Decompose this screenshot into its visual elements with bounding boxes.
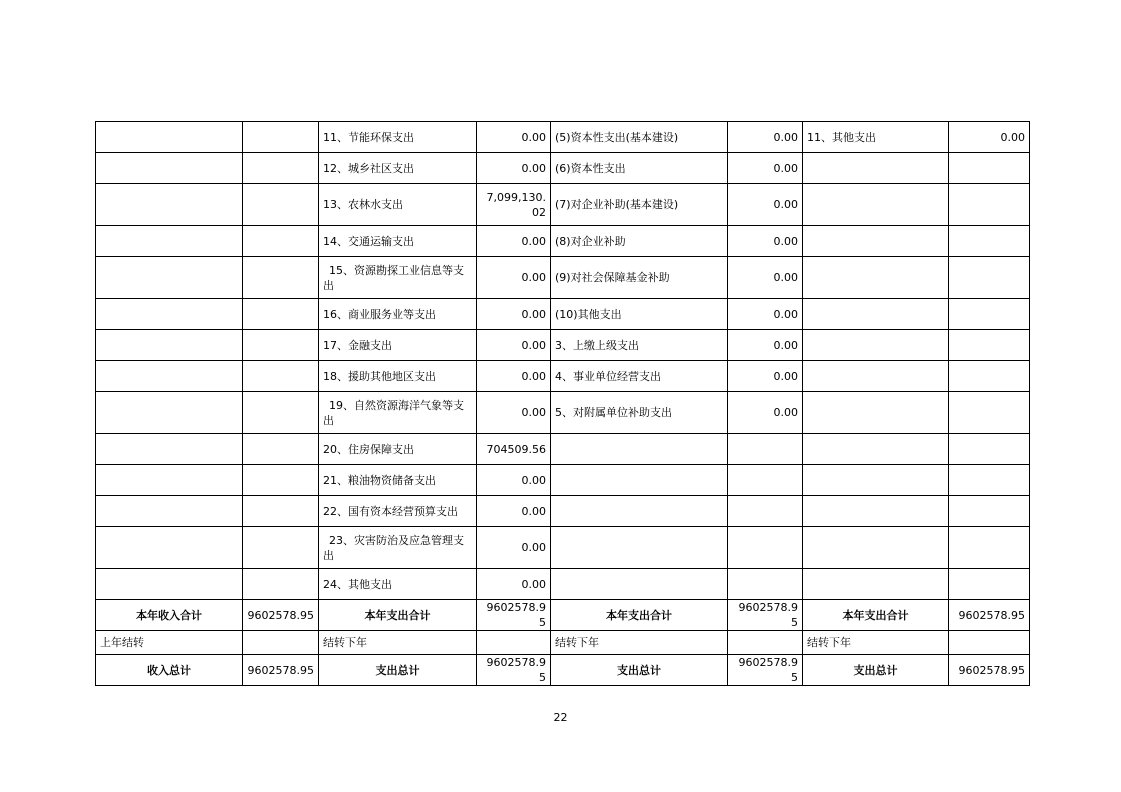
expense-total-value: 9602578.95 [477, 600, 551, 631]
cell-econ-amount: 0.00 [728, 330, 803, 361]
cell-expense-amount: 0.00 [477, 496, 551, 527]
cell-other-amount [949, 330, 1030, 361]
cell-other-amount [949, 527, 1030, 569]
cell-expense-item: 23、灾害防治及应急管理支出 [319, 527, 477, 569]
cell-econ-item [551, 527, 728, 569]
cell-income-item [96, 434, 243, 465]
cell-econ-amount [728, 569, 803, 600]
table-row [96, 330, 1030, 361]
cell-income-amount [243, 465, 319, 496]
cell-income-amount [243, 361, 319, 392]
cell-expense-amount: 0.00 [477, 527, 551, 569]
table-row [96, 257, 1030, 299]
cell-income-amount [243, 184, 319, 226]
cell-econ-amount: 0.00 [728, 153, 803, 184]
expense-total-label: 本年支出合计 [551, 600, 728, 631]
cell-econ-item: 3、上缴上级支出 [551, 330, 728, 361]
cell-expense-item: 22、国有资本经营预算支出 [319, 496, 477, 527]
next-year-carryover-label: 结转下年 [319, 631, 477, 655]
cell-other-item [803, 569, 949, 600]
cell-other-item [803, 434, 949, 465]
cell-econ-item: (5)资本性支出(基本建设) [551, 122, 728, 153]
cell-income-amount [243, 153, 319, 184]
cell-econ-amount: 0.00 [728, 361, 803, 392]
table-row [96, 361, 1030, 392]
cell-expense-amount: 0.00 [477, 569, 551, 600]
next-year-carryover-value [728, 631, 803, 655]
cell-expense-item: 14、交通运输支出 [319, 226, 477, 257]
cell-income-item [96, 392, 243, 434]
cell-other-amount [949, 465, 1030, 496]
cell-income-item [96, 257, 243, 299]
cell-expense-item: 24、其他支出 [319, 569, 477, 600]
expense-grand-total-value: 9602578.95 [728, 655, 803, 686]
cell-income-amount [243, 257, 319, 299]
cell-income-item [96, 569, 243, 600]
cell-econ-item [551, 569, 728, 600]
cell-income-item [96, 465, 243, 496]
cell-econ-amount: 0.00 [728, 257, 803, 299]
table-row [96, 434, 1030, 465]
cell-expense-amount: 0.00 [477, 122, 551, 153]
cell-expense-amount: 0.00 [477, 465, 551, 496]
grand-total-row [96, 655, 1030, 686]
cell-income-amount [243, 226, 319, 257]
cell-other-amount [949, 361, 1030, 392]
expense-grand-total-label: 支出总计 [551, 655, 728, 686]
cell-econ-amount: 0.00 [728, 184, 803, 226]
cell-expense-item: 21、粮油物资储备支出 [319, 465, 477, 496]
cell-other-amount [949, 299, 1030, 330]
cell-income-amount [243, 299, 319, 330]
cell-expense-amount: 704509.56 [477, 434, 551, 465]
cell-expense-amount: 0.00 [477, 257, 551, 299]
cell-expense-item: 13、农林水支出 [319, 184, 477, 226]
cell-econ-amount [728, 527, 803, 569]
carryover-row [96, 631, 1030, 655]
cell-econ-amount: 0.00 [728, 299, 803, 330]
cell-other-amount [949, 496, 1030, 527]
cell-econ-amount [728, 465, 803, 496]
cell-econ-item: (8)对企业补助 [551, 226, 728, 257]
cell-other-item [803, 527, 949, 569]
cell-expense-amount: 0.00 [477, 392, 551, 434]
income-grand-total-value: 9602578.95 [243, 655, 319, 686]
next-year-carryover-label: 结转下年 [551, 631, 728, 655]
cell-income-item [96, 330, 243, 361]
income-total-label: 本年收入合计 [96, 600, 243, 631]
cell-income-item [96, 153, 243, 184]
cell-income-amount [243, 569, 319, 600]
cell-other-amount [949, 226, 1030, 257]
cell-econ-item: 5、对附属单位补助支出 [551, 392, 728, 434]
cell-expense-amount: 0.00 [477, 226, 551, 257]
cell-econ-amount: 0.00 [728, 122, 803, 153]
cell-econ-item: 4、事业单位经营支出 [551, 361, 728, 392]
expense-total-value: 9602578.95 [949, 600, 1030, 631]
cell-income-amount [243, 434, 319, 465]
cell-expense-item: 11、节能环保支出 [319, 122, 477, 153]
budget-table [95, 121, 1030, 686]
income-total-value: 9602578.95 [243, 600, 319, 631]
cell-other-amount [949, 184, 1030, 226]
cell-expense-amount: 0.00 [477, 153, 551, 184]
cell-other-item [803, 361, 949, 392]
next-year-carryover-label: 结转下年 [803, 631, 949, 655]
table-row [96, 153, 1030, 184]
table-row [96, 226, 1030, 257]
cell-expense-item: 12、城乡社区支出 [319, 153, 477, 184]
cell-other-amount [949, 257, 1030, 299]
page-number: 22 [553, 711, 568, 724]
cell-econ-item: (9)对社会保障基金补助 [551, 257, 728, 299]
cell-income-amount [243, 122, 319, 153]
cell-other-item [803, 465, 949, 496]
cell-other-amount: 0.00 [949, 122, 1030, 153]
cell-other-item [803, 226, 949, 257]
cell-econ-item: (6)资本性支出 [551, 153, 728, 184]
cell-income-amount [243, 330, 319, 361]
cell-other-item [803, 330, 949, 361]
cell-econ-item [551, 465, 728, 496]
cell-expense-item: 18、援助其他地区支出 [319, 361, 477, 392]
cell-other-amount [949, 153, 1030, 184]
cell-other-item [803, 299, 949, 330]
cell-expense-amount: 7,099,130.02 [477, 184, 551, 226]
cell-expense-item: 17、金融支出 [319, 330, 477, 361]
expense-total-label: 本年支出合计 [803, 600, 949, 631]
cell-income-item [96, 184, 243, 226]
cell-income-item [96, 361, 243, 392]
cell-income-item [96, 527, 243, 569]
prev-year-carryover-label: 上年结转 [96, 631, 243, 655]
table-row [96, 122, 1030, 153]
next-year-carryover-value [477, 631, 551, 655]
cell-other-item [803, 392, 949, 434]
cell-econ-amount: 0.00 [728, 226, 803, 257]
cell-econ-item [551, 496, 728, 527]
table-row [96, 392, 1030, 434]
next-year-carryover-value [949, 631, 1030, 655]
cell-expense-amount: 0.00 [477, 299, 551, 330]
cell-expense-amount: 0.00 [477, 361, 551, 392]
cell-other-amount [949, 434, 1030, 465]
cell-other-item [803, 257, 949, 299]
cell-income-item [96, 496, 243, 527]
expense-grand-total-value: 9602578.95 [949, 655, 1030, 686]
cell-other-item [803, 153, 949, 184]
cell-income-amount [243, 527, 319, 569]
table-row [96, 184, 1030, 226]
cell-expense-item: 15、资源勘探工业信息等支出 [319, 257, 477, 299]
expense-grand-total-label: 支出总计 [803, 655, 949, 686]
expense-grand-total-label: 支出总计 [319, 655, 477, 686]
cell-expense-amount: 0.00 [477, 330, 551, 361]
cell-income-item [96, 226, 243, 257]
table-row [96, 527, 1030, 569]
cell-other-item [803, 184, 949, 226]
expense-total-value: 9602578.95 [728, 600, 803, 631]
cell-income-amount [243, 496, 319, 527]
cell-econ-item: (10)其他支出 [551, 299, 728, 330]
table-row [96, 299, 1030, 330]
budget-table-body [96, 122, 1030, 686]
cell-income-amount [243, 392, 319, 434]
cell-other-amount [949, 569, 1030, 600]
cell-econ-amount [728, 434, 803, 465]
expense-total-label: 本年支出合计 [319, 600, 477, 631]
table-row [96, 465, 1030, 496]
cell-econ-amount [728, 496, 803, 527]
cell-expense-item: 19、自然资源海洋气象等支出 [319, 392, 477, 434]
expense-grand-total-value: 9602578.95 [477, 655, 551, 686]
income-grand-total-label: 收入总计 [96, 655, 243, 686]
cell-expense-item: 20、住房保障支出 [319, 434, 477, 465]
cell-other-item [803, 496, 949, 527]
totals-row [96, 600, 1030, 631]
cell-econ-item [551, 434, 728, 465]
prev-year-carryover-value [243, 631, 319, 655]
cell-expense-item: 16、商业服务业等支出 [319, 299, 477, 330]
cell-other-amount [949, 392, 1030, 434]
cell-other-item: 11、其他支出 [803, 122, 949, 153]
table-row [96, 496, 1030, 527]
table-row [96, 569, 1030, 600]
cell-income-item [96, 299, 243, 330]
cell-econ-amount: 0.00 [728, 392, 803, 434]
cell-income-item [96, 122, 243, 153]
cell-econ-item: (7)对企业补助(基本建设) [551, 184, 728, 226]
